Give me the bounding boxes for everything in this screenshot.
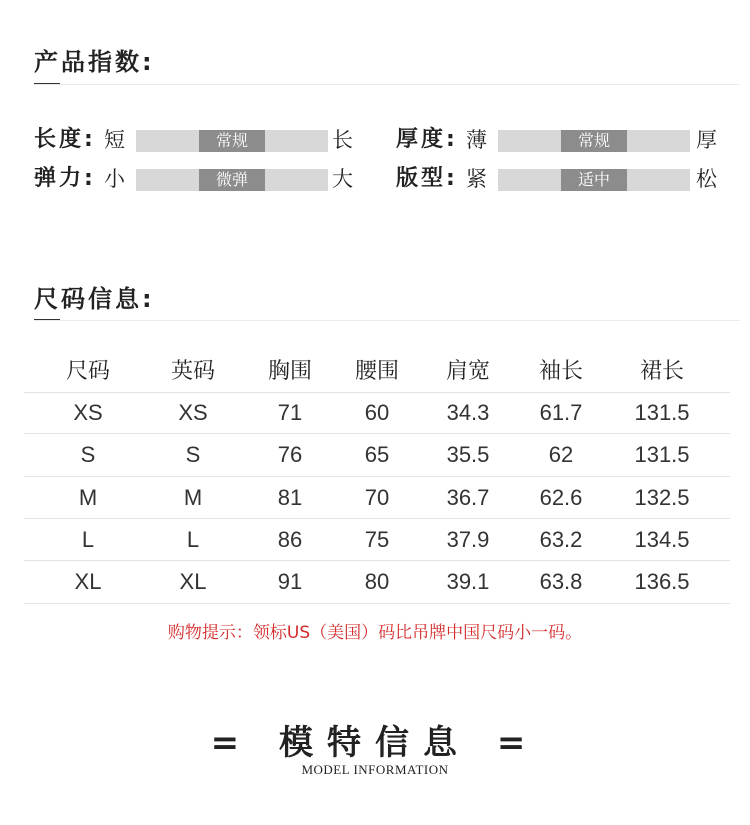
table-cell: XL [74, 569, 102, 594]
table-cell: S [185, 442, 201, 467]
index-max-label: 厚 [696, 128, 717, 152]
index-bar [136, 130, 328, 152]
table-cell: 62.6 [539, 485, 583, 510]
index-row-fit [396, 165, 726, 193]
table-cell: 61.7 [539, 400, 583, 425]
title-divider [34, 320, 740, 321]
table-cell: 34.3 [446, 400, 490, 425]
table-row [24, 519, 730, 561]
table-cell: XS [73, 400, 103, 425]
table-cell: M [78, 485, 98, 510]
table-header-cell: 袖长 [538, 359, 583, 384]
table-cell: 35.5 [446, 442, 490, 467]
table-cell: 63.2 [539, 527, 583, 552]
index-min-label: 紧 [466, 167, 487, 191]
table-cell: 132.5 [634, 485, 690, 510]
table-cell: 80 [364, 569, 390, 594]
table-cell: L [81, 527, 95, 552]
table-header-cell: 英码 [170, 359, 215, 384]
table-cell: 86 [277, 527, 303, 552]
index-row-elasticity [34, 165, 364, 193]
table-row [24, 561, 730, 604]
index-bar-fill: 常规 [561, 130, 627, 152]
table-header-cell: 腰围 [354, 359, 399, 384]
size-info-title: 尺码信息: [34, 285, 155, 313]
index-max-label: 大 [332, 167, 353, 191]
table-cell: 36.7 [446, 485, 490, 510]
table-header-cell: 肩宽 [445, 359, 490, 384]
table-cell: 71 [277, 400, 303, 425]
index-label: 厚度: [396, 127, 458, 152]
table-cell: XS [178, 400, 208, 425]
table-cell: 70 [364, 485, 390, 510]
table-header-cell: 尺码 [65, 359, 110, 384]
table-cell: 62 [548, 442, 574, 467]
index-max-label: 松 [696, 167, 717, 191]
table-cell: M [183, 485, 203, 510]
table-cell: 131.5 [634, 400, 690, 425]
table-cell: 60 [364, 400, 390, 425]
index-min-label: 薄 [466, 128, 487, 152]
index-label: 弹力: [34, 166, 96, 191]
table-row [24, 393, 730, 434]
table-cell: XL [179, 569, 207, 594]
index-bar [136, 169, 328, 191]
table-cell: S [80, 442, 96, 467]
table-row [24, 434, 730, 477]
index-bar [498, 169, 690, 191]
table-cell: 75 [364, 527, 390, 552]
index-label: 版型: [396, 166, 458, 191]
shopping-tip: 购物提示：领标US（美国）码比吊牌中国尺码小一码。 [167, 623, 583, 643]
table-header-cell: 胸围 [267, 359, 312, 384]
index-row-length [34, 126, 364, 154]
table-cell: L [186, 527, 200, 552]
model-info-subtitle: MODEL INFORMATION [301, 762, 449, 777]
index-max-label: 长 [332, 128, 353, 152]
model-info-title: = 模特信息 = [210, 723, 540, 763]
table-cell: 37.9 [446, 527, 490, 552]
table-header-cell: 裙长 [639, 359, 684, 384]
table-cell: 76 [277, 442, 303, 467]
table-row [24, 477, 730, 519]
index-bar-fill: 常规 [199, 130, 265, 152]
index-label: 长度: [34, 127, 96, 152]
table-cell: 131.5 [634, 442, 690, 467]
table-cell: 81 [277, 485, 303, 510]
table-cell: 39.1 [446, 569, 490, 594]
table-header-row [24, 352, 730, 393]
size-table [24, 352, 730, 604]
table-cell: 134.5 [634, 527, 690, 552]
table-cell: 91 [277, 569, 303, 594]
product-index-title: 产品指数: [34, 48, 155, 76]
title-divider [34, 84, 740, 85]
table-cell: 136.5 [634, 569, 690, 594]
index-row-thickness [396, 126, 726, 154]
index-bar [498, 130, 690, 152]
table-cell: 63.8 [539, 569, 583, 594]
table-cell: 65 [364, 442, 390, 467]
index-min-label: 小 [104, 167, 125, 191]
index-bar-fill: 微弹 [199, 169, 265, 191]
index-bar-fill: 适中 [561, 169, 627, 191]
index-min-label: 短 [104, 128, 125, 152]
